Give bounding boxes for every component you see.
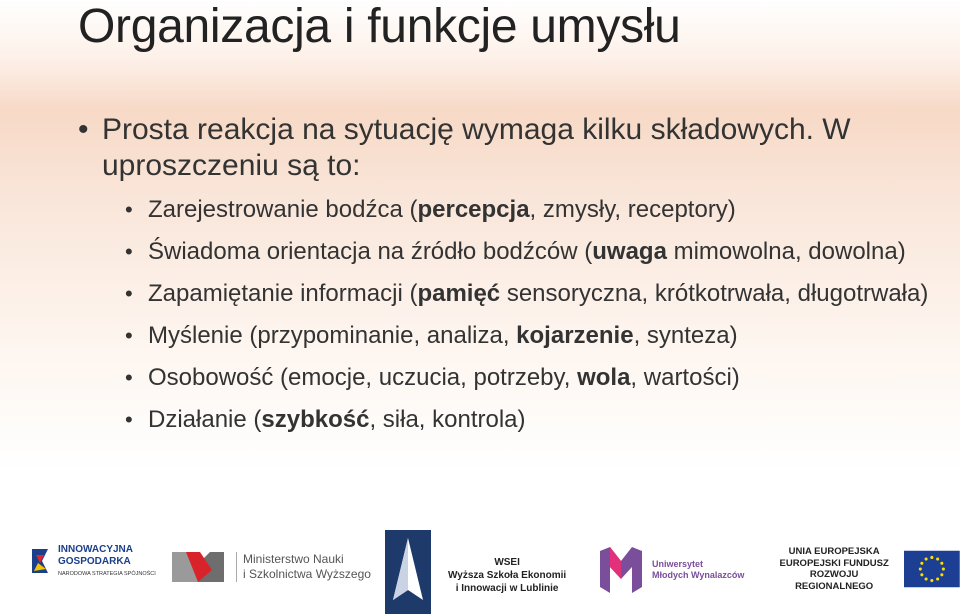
sub-bullet-pre-text: Osobowość (emocje, uczucia, potrzeby,: [148, 364, 578, 391]
sub-bullet: [78, 236, 938, 267]
eu-star-icon: [921, 562, 924, 565]
sub-bullet-post-text: mimowolna, dowolna): [666, 238, 906, 265]
eu-star-icon: [925, 577, 928, 580]
eu-star-icon: [931, 556, 934, 559]
eu-star-icon: [919, 567, 922, 570]
umw-line2: Młodych Wynalazców: [652, 570, 745, 580]
eu-star-icon: [925, 557, 928, 560]
eu-star-icon: [941, 573, 944, 576]
sub-bullet-pre-text: Świadoma orientacja na źródło bodźców (: [148, 238, 593, 265]
ministry-logo: [172, 552, 371, 582]
bullet-dot-icon: •: [125, 407, 133, 432]
wsei-line2: Wyższa Szkoła Ekonomii: [448, 570, 567, 581]
sub-bullet-pre-text: Działanie (: [148, 406, 262, 433]
sub-bullet-pre-text: Zarejestrowanie bodźca (: [148, 196, 418, 223]
ig-line2: GOSPODARKA: [58, 556, 131, 567]
bullet-dot-icon: •: [125, 365, 133, 390]
eu-star-icon: [936, 557, 939, 560]
bullet-list: [78, 112, 938, 446]
sub-bullet-pre-text: Myślenie (przypominanie, analiza,: [148, 322, 517, 349]
eu-line3: ROZWOJU REGIONALNEGO: [795, 569, 874, 592]
sub-bullet: [78, 278, 938, 309]
eu-star-icon: [942, 567, 945, 570]
sub-bullet: [78, 404, 938, 435]
ig-flag-icon: [30, 545, 52, 579]
sub-bullet-bold-text: pamięć: [417, 280, 501, 307]
footer-logos: [0, 522, 960, 615]
innowacyjna-gospodarka-logo: [30, 544, 156, 580]
eu-star-icon: [931, 579, 934, 582]
sub-bullet-post-text: sensoryczna, krótkotrwała, długotrwała): [500, 280, 929, 307]
ministry-line2: i Szkolnictwa Wyższego: [243, 567, 371, 581]
umw-line1: Uniwersytet: [652, 559, 704, 569]
wsei-line3: i Innowacji w Lublinie: [455, 583, 559, 594]
ministry-mark-icon: [172, 552, 224, 582]
sub-bullet: [78, 194, 938, 225]
sub-bullet-bold-text: wola: [577, 364, 631, 391]
main-bullet: [78, 112, 938, 184]
sub-bullet-bold-text: percepcja: [417, 196, 530, 223]
umw-mark-icon: [600, 547, 642, 593]
eu-line1: UNIA EUROPEJSKA: [788, 546, 880, 557]
sub-bullet-bold-text: uwaga: [592, 238, 667, 265]
eu-line2: EUROPEJSKI FUNDUSZ: [779, 557, 889, 569]
eu-flag-icon: [904, 550, 960, 588]
eu-star-icon: [941, 562, 944, 565]
sub-bullet-bold-text: szybkość: [261, 406, 370, 433]
main-bullet-text: Prosta reakcja na sytuację wymaga kilku składowych. W uproszczeniu są to:: [102, 113, 851, 182]
sub-bullet-post-text: , siła, kontrola): [369, 406, 526, 433]
wsei-emblem-icon: [385, 530, 431, 614]
ig-line1: INNOWACYJNA: [58, 544, 134, 555]
umw-logo: [600, 547, 744, 593]
bullet-dot-icon: •: [125, 239, 133, 264]
sub-bullet: [78, 362, 938, 393]
bullet-dot-icon: •: [125, 197, 133, 222]
sub-bullet-pre-text: Zapamiętanie informacji (: [148, 280, 418, 307]
sub-bullet: [78, 320, 938, 351]
eu-star-icon: [936, 577, 939, 580]
bullet-dot-icon: •: [125, 323, 133, 348]
ministry-line1: Ministerstwo Nauki: [243, 552, 344, 566]
eu-fund-logo: [772, 546, 960, 592]
bullet-dot-icon: •: [125, 281, 133, 306]
wsei-text: [448, 556, 566, 595]
sub-bullet-post-text: , synteza): [633, 322, 738, 349]
sub-bullet-post-text: , wartości): [630, 364, 740, 391]
bullet-dot-icon: •: [78, 113, 89, 146]
eu-star-icon: [921, 573, 924, 576]
sub-bullet-post-text: , zmysły, receptory): [529, 196, 736, 223]
sub-bullet-bold-text: kojarzenie: [516, 322, 634, 349]
ig-line3: NARODOWA STRATEGIA SPÓJNOŚCI: [58, 571, 156, 577]
slide-title: Organizacja i funkcje umysłu: [78, 0, 681, 53]
wsei-line1: WSEI: [494, 557, 520, 568]
